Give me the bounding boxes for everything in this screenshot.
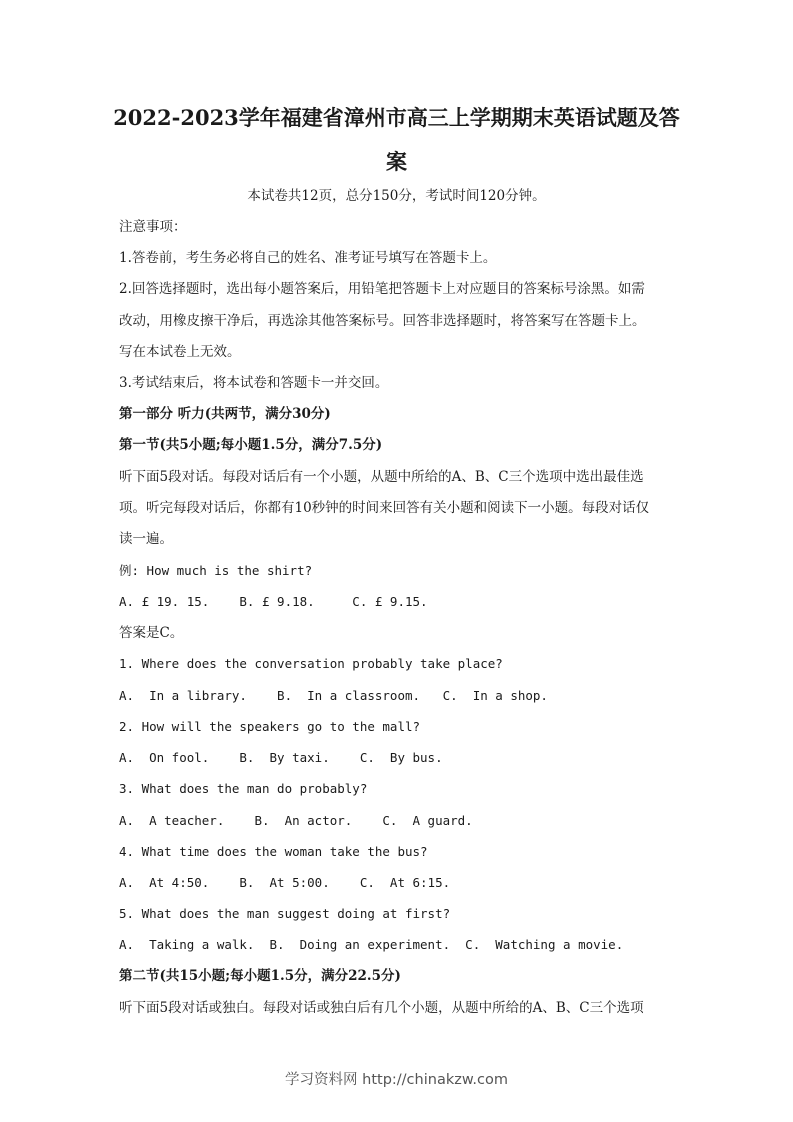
question-1-options: A. In a library. B. In a classroom. C. In a shop. — [119, 688, 548, 703]
note-2-line-2: 改动，用橡皮擦干净后，再选涂其他答案标号。回答非选择题时，将答案写在答题卡上。 — [119, 313, 646, 329]
note-2-line-1: 2.回答选择题时，选出每小题答案后，用铅笔把答题卡上对应题目的答案标号涂黑。如需 — [119, 281, 645, 297]
footer-watermark: 学习资料网 http://chinakzw.com — [285, 1072, 508, 1088]
notes-heading: 注意事项： — [119, 219, 187, 235]
example-options: A. £ 19. 15. B. £ 9.18. C. £ 9.15. — [119, 594, 428, 609]
note-1: 1.答卷前，考生务必将自己的姓名、准考证号填写在答题卡上。 — [119, 250, 497, 266]
note-2-line-3: 写在本试卷上无效。 — [119, 344, 241, 360]
title-line-2: 案 — [386, 149, 407, 174]
title-line-1: 2022-2023学年福建省漳州市高三上学期期末英语试题及答 — [113, 105, 680, 130]
section-1-instruction-line-2: 项。听完每段对话后，你都有10秒钟的时间来回答有关小题和阅读下一小题。每段对话仅 — [119, 500, 650, 516]
question-4-options: A. At 4:50. B. At 5:00. C. At 6:15. — [119, 875, 451, 890]
question-5: 5. What does the man suggest doing at first? — [119, 906, 451, 921]
question-5-options: A. Taking a walk. B. Doing an experiment. C. Watching a movie. — [119, 937, 624, 952]
question-2: 2. How will the speakers go to the mall? — [119, 719, 421, 734]
section-1-heading: 第一节(共5小题;每小题1.5分，满分7.5分) — [119, 437, 383, 453]
section-1-instruction-line-3: 读一遍。 — [119, 531, 173, 547]
question-3: 3. What does the man do probably? — [119, 781, 368, 796]
note-3: 3.考试结束后，将本试卷和答题卡一并交回。 — [119, 375, 389, 391]
example-answer: 答案是C。 — [119, 625, 184, 641]
section-1-instruction-line-1: 听下面5段对话。每段对话后有一个小题，从题中所给的A、B、C三个选项中选出最佳选 — [119, 469, 644, 485]
question-2-options: A. On fool. B. By taxi. C. By bus. — [119, 750, 443, 765]
section-2-instruction-line-1: 听下面5段对话或独白。每段对话或独白后有几个小题，从题中所给的A、B、C三个选项 — [119, 1000, 644, 1016]
page-title — [110, 96, 683, 184]
example-question: 例: How much is the shirt? — [119, 563, 313, 578]
question-4: 4. What time does the woman take the bus? — [119, 844, 428, 859]
question-1: 1. Where does the conversation probably take place? — [119, 656, 503, 671]
exam-subtitle: 本试卷共12页，总分150分，考试时间120分钟。 — [247, 188, 546, 204]
section-2-heading: 第二节(共15小题;每小题1.5分，满分22.5分) — [119, 968, 401, 984]
question-3-options: A. A teacher. B. An actor. C. A guard. — [119, 813, 473, 828]
part-1-heading: 第一部分 听力(共两节，满分30分) — [119, 406, 331, 422]
